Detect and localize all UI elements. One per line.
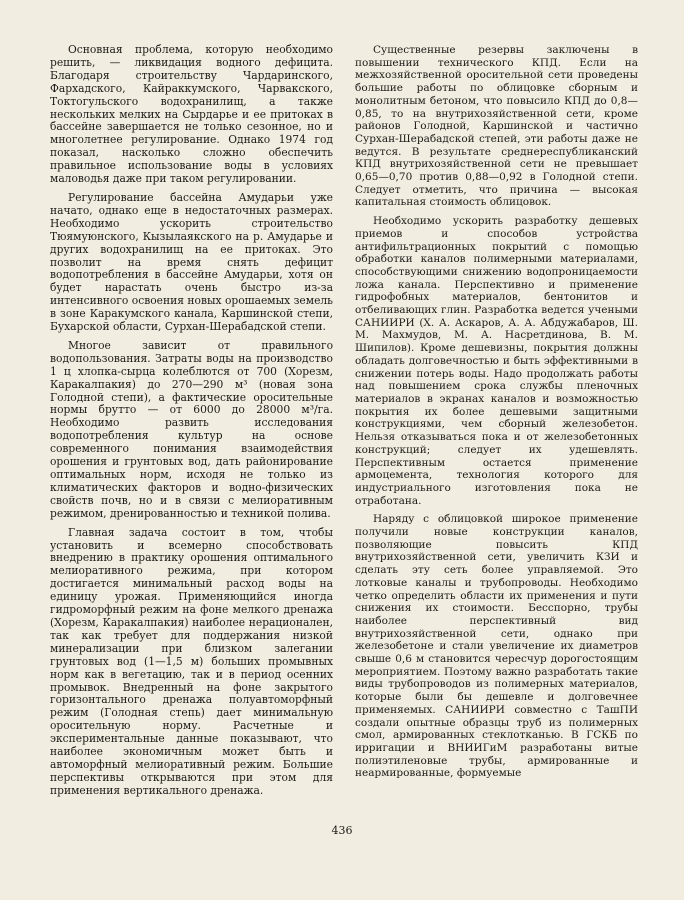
left-column — [50, 44, 333, 798]
paragraph: Главная задача состоит в том, чтобы установить и всемерно способствовать внедрению в практику орошения оптимального мелиоративного режима, при котором достигается минимальный расход воды на единицу урожая. Применяющийся иногда гидроморфный режим на фоне мелкого дренажа (Хорезм, Каракалпакия) наиболее нерационален, так как требует для поддержания низкой минерализации при близком залегании грунтовых вод (1—1,5 м) больших промывных норм как в вегетацию, так и в период осенних промывок. Внедренный на фоне закрытого горизонтального дренажа полуавтоморфный режим (Голодная степь) дает минимальную оросительную норму. Расчетные и экспериментальные данные показывают, что наиболее экономичным может быть и автоморфный мелиоративный режим. Большие перспективы открываются при этом для применения вертикального дренажа. — [50, 525, 333, 797]
paragraph: Необходимо ускорить разработку дешевых приемов и способов устройства антифильтрационных покрытий с помощью обработки каналов полимерными материалами, способствующими снижению водопроницаемости ложа канала. Перспективно и применение гидрофобных материалов, бентонитов и отбеливающих глин. Разработка ведется учеными САНИИРИ (Х. А. Аскаров, А. А. Абдужабаров, Ш. М. Махмудов, М. А. Насретдинова, В. М. Шипилов). Кроме дешевизны, покрытия должны обладать долговечностью и быть эффективными в снижении потерь воды. Надо продолжать работы над повышением срока службы пленочных материалов в экранах каналов и возможностью покрытия их более дешевыми защитными конструкциями, чем сборный железобетон. Нельзя отказываться пока и от железобетонных конструкций; следует их удешевлять. Перспективным остается применение армоцемента, технология которого для индустриального изготовления пока не отработана. — [355, 215, 638, 507]
paragraph: Регулирование бассейна Амударьи уже начато, однако еще в недостаточных размерах. Необходимо ускорить строительство Тюямуюнского, Кызылаякского на р. Амударье и других водохранилищ на ее притоках. Это позволит на время снять дефицит водопотребления в бассейне Амударьи, хотя он будет нарастать очень быстро из-за интенсивного освоения новых орошаемых земель в зоне Каракумского канала, Каршинской степи, Бухарской области, Сурхан-Шерабадской степи. — [50, 190, 333, 334]
paragraph: Многое зависит от правильного водопользования. Затраты воды на производство 1 ц хлопка-сырца колеблются от 700 (Хорезм, Каракалпакия) до 270—290 м³ (новая зона Голодной степи), а фактические оросительные нормы брутто — от 6000 до 28000 м³/га. Необходимо развить исследования водопотребления культур на основе современного понимания взаимодействия орошения и грунтовых вод, дать районирование оптимальных норм, исходя не только из климатических факторов и водно-физических свойств почв, но и в связи с мелиоративным режимом, дренированностью и техникой полива. — [50, 338, 333, 520]
right-column — [355, 44, 638, 780]
page-number: 436 — [331, 824, 353, 837]
paragraph: Существенные резервы заключены в повышении технического КПД. Если на межхозяйственной оросительной сети проведены большие работы по облицовке сборным и монолитным бетоном, что повысило КПД до 0,8—0,85, то на внутрихозяйственной сети, кроме районов Голодной, Каршинской и частично Сурхан-Шерабадской степей, эти работы даже не ведутся. В результате среднереспубликанский КПД внутрихозяйственной сети не превышает 0,65—0,70 против 0,88—0,92 в Голодной степи. Следует отметить, что причина — высокая капитальная стоимость облицовок. — [355, 44, 638, 209]
paragraph: Наряду с облицовкой широкое применение получили новые конструкции каналов, позволяющие повысить КПД внутрихозяйственной сети, увеличить КЗИ и сделать эту сеть более управляемой. Это лотковые каналы и трубопроводы. Необходимо четко определить области их применения и пути снижения их стоимости. Бесспорно, трубы наиболее перспективный вид внутрихозяйственной сети, однако при железобетоне и стали увеличение их диаметров свыше 0,6 м становится чересчур дорогостоящим мероприятием. Поэтому важно разработать такие виды трубопроводов из полимерных материалов, которые были бы дешевле и долговечнее применяемых. САНИИРИ совместно с ТашПИ создали опытные образцы труб из полимерных смол, армированных стеклотканью. В ГСКБ по ирригации и ВНИИГиМ разработаны витые полиэтиленовые трубы, армированные и неармированные, формуемые — [355, 513, 638, 780]
paragraph: Основная проблема, которую необходимо решить, — ликвидация водного дефицита. Благодаря строительству Чардаринского, Фархадского, Кайраккумского, Чарвакского, Токтогульского водохранилищ, а также нескольких мелких на Сырдарье и ее притоках в бассейне завершается не только сезонное, но и многолетнее регулирование. Однако 1974 год показал, насколько сложно обеспечить правильное использование воды в условиях маловодья даже при таком регулировании. — [50, 43, 333, 186]
